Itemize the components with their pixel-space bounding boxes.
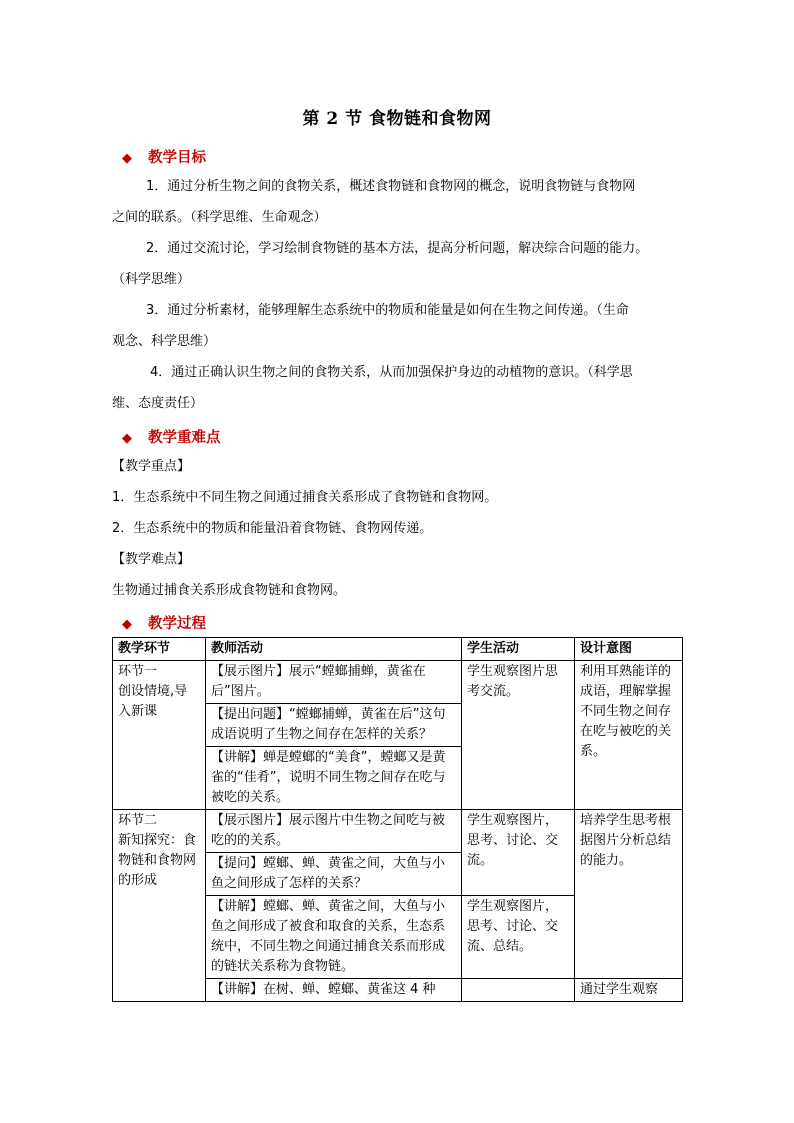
- table-header-row: [113, 638, 683, 661]
- teacher-activity-cell: 【提问】螳螂、蝉、黄雀之间，大鱼与小鱼之间形成了怎样的关系？: [206, 853, 462, 896]
- table-row: [113, 661, 683, 704]
- key-label: 【教学重点】: [112, 459, 191, 474]
- goal-line: 观念、科学思维）: [112, 334, 217, 349]
- teacher-activity-cell: 【讲解】螳螂、蝉、黄雀之间，大鱼与小鱼之间形成了被食和取食的关系，生态系统中，不同生物之间通过捕食关系而形成的链状关系称为食物链。: [206, 896, 462, 979]
- student-activity-cell: [462, 979, 575, 1002]
- goal-line: 之间的联系。（科学思维、生命观念）: [112, 210, 327, 225]
- section-heading-process: [122, 612, 206, 633]
- section-title: 教学重难点: [148, 429, 221, 446]
- teacher-activity-cell: 【展示图片】展示图片中生物之间吃与被吃的的关系。: [206, 810, 462, 853]
- difficult-label: 【教学难点】: [112, 552, 191, 567]
- teacher-activity-cell: 【讲解】蝉是螳螂的“美食”，螳螂又是黄雀的“佳肴”，说明不同生物之间存在吃与被吃的关系。: [206, 747, 462, 810]
- diamond-icon: ◆: [122, 151, 132, 166]
- design-intent-cell: 通过学生观察: [575, 979, 683, 1002]
- section-title: 教学目标: [148, 149, 206, 166]
- teacher-activity-cell: 【提出问题】“螳螂捕蝉，黄雀在后”这句成语说明了生物之间存在怎样的关系？: [206, 704, 462, 747]
- goal-line: 3．通过分析素材，能够理解生态系统中的物质和能量是如何在生物之间传递。（生命: [146, 303, 629, 318]
- diamond-icon: ◆: [122, 617, 132, 632]
- teacher-activity-cell: 【展示图片】展示“螳螂捕蝉，黄雀在后”图片。: [206, 661, 462, 704]
- key-item: 1．生态系统中不同生物之间通过捕食关系形成了食物链和食物网。: [112, 490, 498, 505]
- goal-line: 维、态度责任）: [112, 396, 204, 411]
- difficult-text: 生物通过捕食关系形成食物链和食物网。: [112, 583, 347, 598]
- goal-line: 1．通过分析生物之间的食物关系，概述食物链和食物网的概念，说明食物链与食物网: [146, 179, 636, 194]
- header-cell: 教学环节: [113, 638, 206, 661]
- section-title: 教学过程: [148, 615, 206, 632]
- process-table: [112, 637, 683, 1002]
- section-heading-goals: [122, 146, 206, 167]
- goal-line: （科学思维）: [112, 272, 191, 287]
- student-activity-cell: 学生观察图片思考交流。: [462, 661, 575, 810]
- goal-line: 4．通过正确认识生物之间的食物关系，从而加强保护身边的动植物的意识。（科学思: [150, 365, 633, 380]
- stage-cell: 环节一 创设情境,导入新课: [113, 661, 206, 810]
- goal-line: 2．通过交流讨论，学习绘制食物链的基本方法，提高分析问题，解决综合问题的能力。: [146, 241, 649, 256]
- diamond-icon: ◆: [122, 431, 132, 446]
- key-item: 2．生态系统中的物质和能量沿着食物链、食物网传递。: [112, 521, 433, 536]
- student-activity-cell: 学生观察图片，思考、讨论、交流。: [462, 810, 575, 896]
- stage-cell: 环节二 新知探究：食物链和食物网的形成: [113, 810, 206, 1002]
- page-title: 第 2 节 食物链和食物网: [302, 109, 492, 129]
- design-intent-cell: 培养学生思考根据图片分析总结的能力。: [575, 810, 683, 979]
- student-activity-cell: 学生观察图片，思考、讨论、交流、总结。: [462, 896, 575, 979]
- header-cell: 设计意图: [575, 638, 683, 661]
- table-row: [113, 810, 683, 853]
- section-heading-keypoints: [122, 426, 221, 447]
- header-cell: 教师活动: [206, 638, 462, 661]
- design-intent-cell: 利用耳熟能详的成语，理解掌握不同生物之间存在吃与被吃的关系。: [575, 661, 683, 810]
- teacher-activity-cell: 【讲解】在树、蝉、螳螂、黄雀这 4 种: [206, 979, 462, 1002]
- header-cell: 学生活动: [462, 638, 575, 661]
